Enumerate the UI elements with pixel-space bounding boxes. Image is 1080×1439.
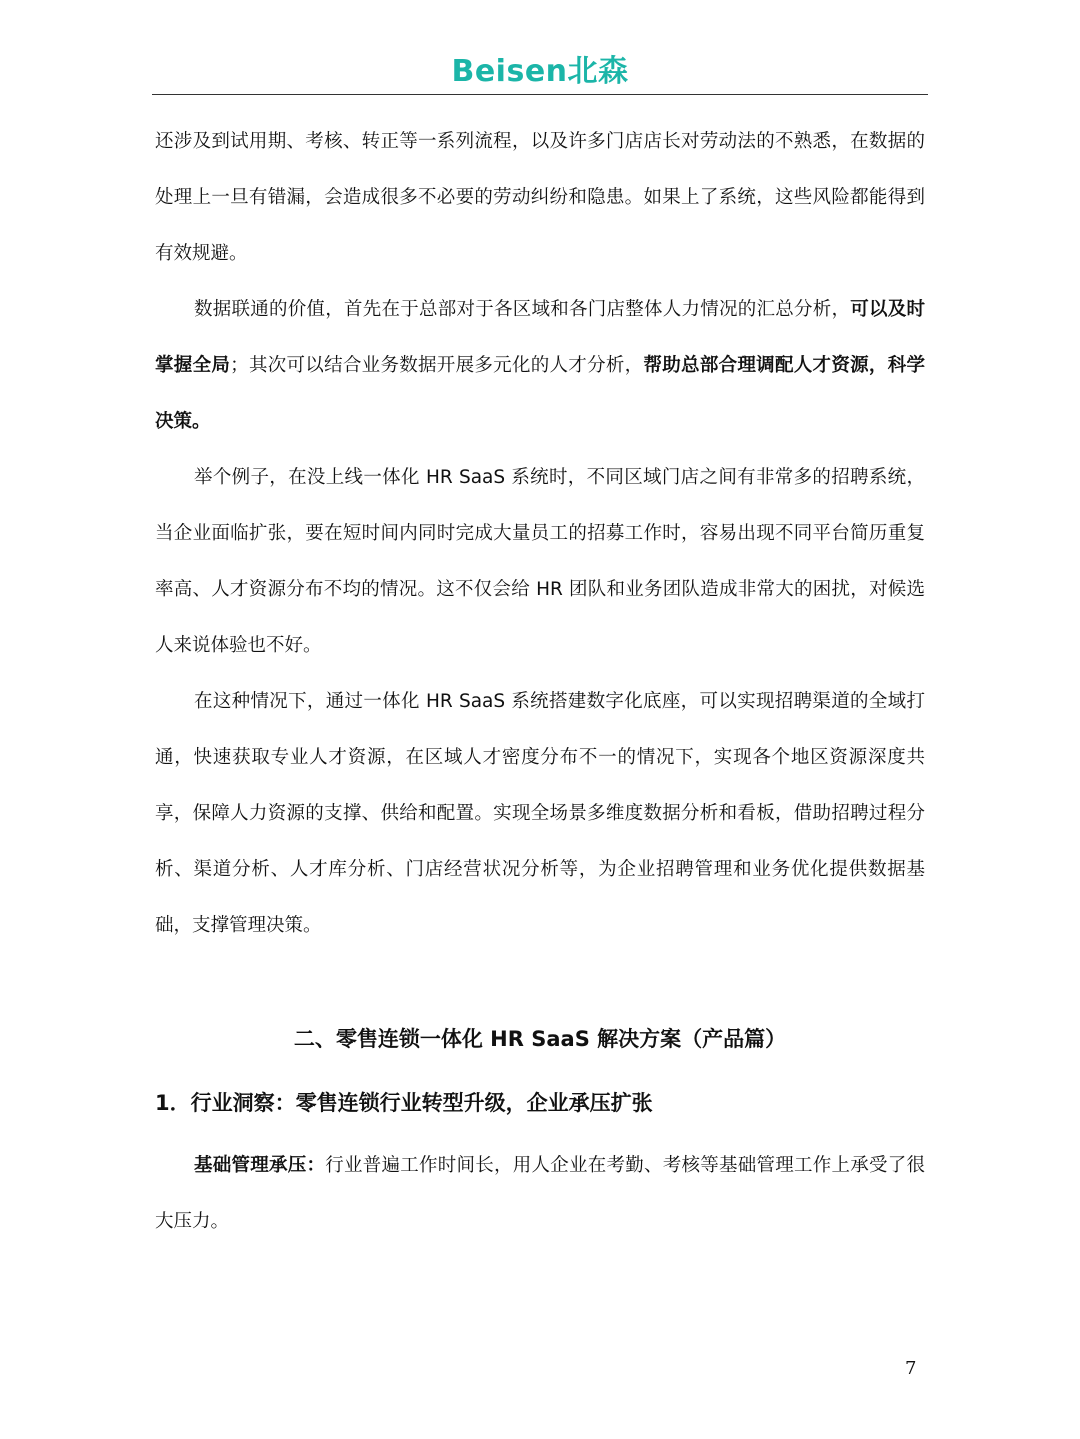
section-title: 二、零售连锁一体化 HR SaaS 解决方案（产品篇） (293, 1027, 787, 1051)
logo-text-en: Beisen (451, 54, 568, 89)
paragraph-continuation: 还涉及到试用期、考核、转正等一系列流程，以及许多门店店长对劳动法的不熟悉，在数据的处理上一旦有错漏，会造成很多不必要的劳动纠纷和隐患。如果上了系统，这些风险都能得到有效规避。 (155, 131, 925, 264)
sub-title: 1．行业洞察：零售连锁行业转型升级，企业承压扩张 (155, 1091, 653, 1115)
bold-lead: 基础管理承压： (194, 1155, 326, 1176)
paragraph-text: 数据联通的价值，首先在于总部对于各区域和各门店整体人力情况的汇总分析， (194, 299, 851, 320)
page-header (152, 52, 928, 95)
bold-phrase: 帮助总部合理调配人才资源，科学决策。 (155, 355, 925, 432)
paragraph-basic-management (155, 1138, 925, 1250)
paragraph-data-value (155, 282, 925, 450)
logo-text-cn: 北森 (567, 54, 629, 89)
paragraph-text: ；其次可以结合业务数据开展多元化的人才分析， (230, 355, 644, 376)
beisen-logo (152, 56, 928, 88)
body-text-2 (155, 1138, 925, 1250)
paragraph-example: 举个例子，在没上线一体化 HR SaaS 系统时，不同区域门店之间有非常多的招聘系统，当企业面临扩张，要在短时间内同时完成大量员工的招募工作时，容易出现不同平台简历重复率高、人才资源分布不均的情况。这不仅会给 HR 团队和业务团队造成非常大的困扰，对候选人来说体验也不好。 (155, 467, 925, 656)
paragraph-solution: 在这种情况下，通过一体化 HR SaaS 系统搭建数字化底座，可以实现招聘渠道的全域打通，快速获取专业人才资源，在区域人才密度分布不一的情况下，实现各个地区资源深度共享，保障人力资源的支撑、供给和配置。实现全场景多维度数据分析和看板，借助招聘过程分析、渠道分析、人才库分析、门店经营状况分析等，为企业招聘管理和业务优化提供数据基础，支撑管理决策。 (155, 691, 925, 936)
page-number: 7 (905, 1358, 917, 1379)
bold-phrase: 可以及时掌握全局 (155, 299, 925, 376)
body-text (155, 114, 925, 954)
paragraph-text: 行业普遍工作时间长，用人企业在考勤、考核等基础管理工作上承受了很大压力。 (155, 1155, 925, 1232)
